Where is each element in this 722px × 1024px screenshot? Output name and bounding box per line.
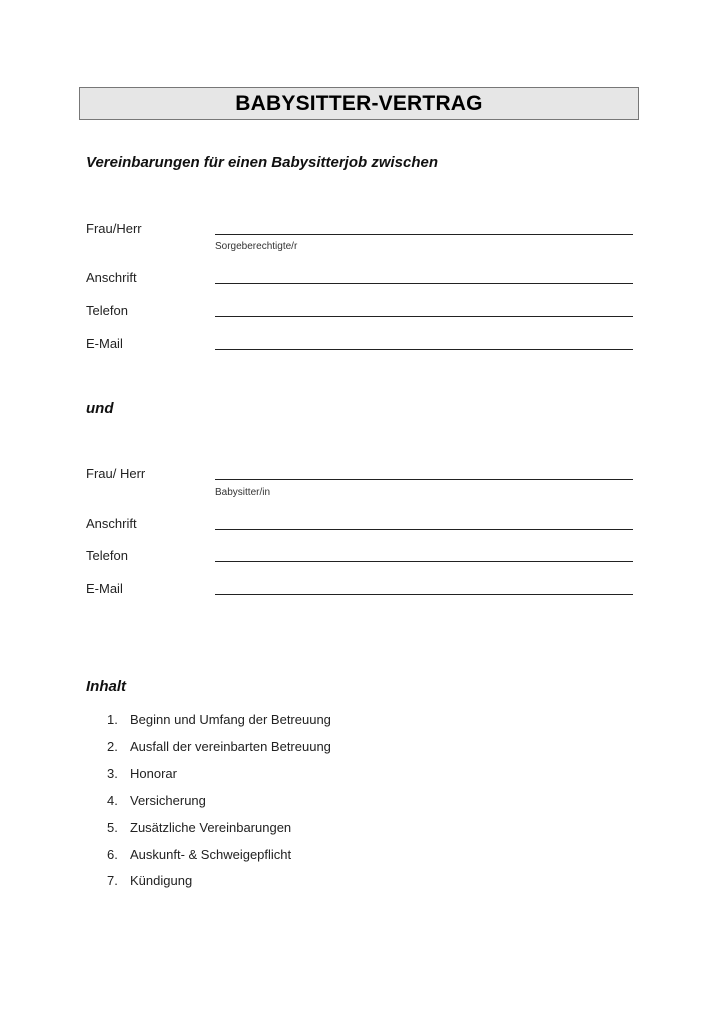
party2-address-label: Anschrift	[86, 516, 137, 531]
list-item-text: Honorar	[130, 766, 177, 781]
list-item-number: 6.	[107, 847, 118, 862]
party1-email-row	[0, 336, 722, 360]
party1-phone-row	[0, 303, 722, 327]
party1-email-line[interactable]	[215, 349, 633, 350]
party1-phone-line[interactable]	[215, 316, 633, 317]
party2-caption: Babysitter/in	[215, 487, 271, 498]
list-item-text: Ausfall der vereinbarten Betreuung	[130, 739, 331, 754]
list-item-number: 2.	[107, 739, 118, 754]
document-title: BABYSITTER-VERTRAG	[79, 87, 639, 120]
party2-name-label: Frau/ Herr	[86, 466, 146, 481]
list-item-number: 4.	[107, 793, 118, 808]
party1-caption: Sorgeberechtigte/r	[215, 241, 298, 252]
party2-email-line[interactable]	[215, 594, 633, 595]
party2-email-row	[0, 581, 722, 605]
list-item-number: 1.	[107, 712, 118, 727]
party2-email-label: E-Mail	[86, 581, 123, 596]
party1-email-label: E-Mail	[86, 336, 123, 351]
list-item-text: Kündigung	[130, 873, 193, 888]
party1-name-label: Frau/Herr	[86, 221, 142, 236]
party1-address-row	[0, 270, 722, 294]
party2-phone-row	[0, 548, 722, 572]
list-item-number: 3.	[107, 766, 118, 781]
connector-und: und	[86, 400, 114, 417]
party1-phone-label: Telefon	[86, 303, 128, 318]
party1-address-line[interactable]	[215, 283, 633, 284]
party2-phone-line[interactable]	[215, 561, 633, 562]
party2-name-line[interactable]	[215, 479, 633, 480]
list-item-text: Versicherung	[130, 793, 206, 808]
party2-address-line[interactable]	[215, 529, 633, 530]
list-item-number: 7.	[107, 873, 118, 888]
party1-address-label: Anschrift	[86, 270, 137, 285]
list-item-number: 5.	[107, 820, 118, 835]
party2-address-row	[0, 516, 722, 540]
list-item-text: Zusätzliche Vereinbarungen	[130, 820, 292, 835]
party2-phone-label: Telefon	[86, 548, 128, 563]
party1-name-row	[0, 221, 722, 245]
list-item-text: Auskunft- & Schweigepflicht	[130, 847, 292, 862]
party2-name-row	[0, 466, 722, 490]
party1-name-line[interactable]	[215, 234, 633, 235]
list-item-text: Beginn und Umfang der Betreuung	[130, 712, 331, 727]
contents-heading: Inhalt	[86, 678, 126, 695]
subtitle: Vereinbarungen für einen Babysitterjob zwischen	[86, 154, 439, 171]
